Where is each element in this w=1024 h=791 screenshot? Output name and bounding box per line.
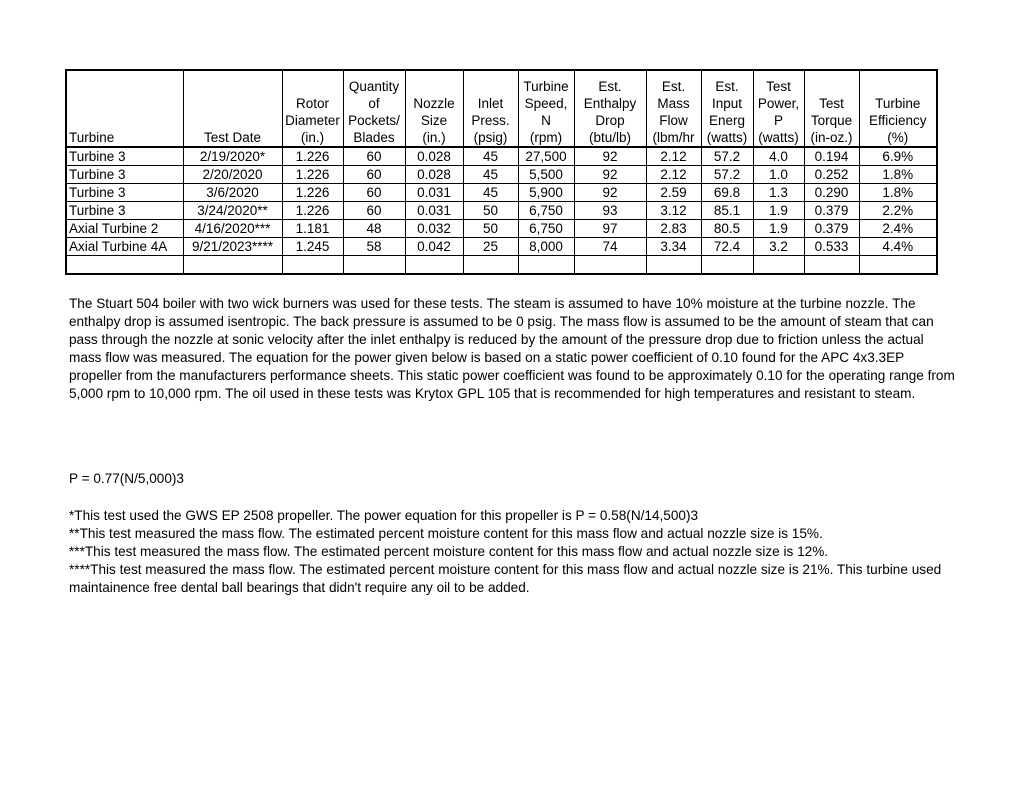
- table-cell: 48: [343, 220, 405, 238]
- column-header: [405, 70, 463, 147]
- column-header-line: (in.): [300, 130, 325, 145]
- table-cell: 69.8: [701, 184, 753, 202]
- column-header-line: (watts): [758, 130, 799, 145]
- data-table-container: [65, 69, 938, 275]
- table-cell: 45: [463, 147, 518, 166]
- column-header-line: Nozzle: [413, 96, 455, 111]
- table-cell: 1.0: [753, 166, 804, 184]
- table-cell: 5,900: [518, 184, 574, 202]
- column-header: [343, 70, 405, 147]
- column-header-line: Turbine: [875, 96, 921, 111]
- table-cell: 9/21/2023****: [183, 238, 282, 256]
- empty-cell: [282, 256, 343, 275]
- table-cell: 57.2: [701, 147, 753, 166]
- table-cell: 3.2: [753, 238, 804, 256]
- column-header: [183, 70, 282, 147]
- table-cell: 1.8%: [859, 166, 937, 184]
- column-header: [701, 70, 753, 147]
- empty-cell: [804, 256, 859, 275]
- column-header-line: Est.: [661, 79, 686, 94]
- table-cell: 0.252: [804, 166, 859, 184]
- table-cell: 3.12: [646, 202, 701, 220]
- footnote-4: ****This test measured the mass flow. The estimated percent moisture content for this mass flow and actual nozzle size is 21%. This turbine used maintainence free dental ball bearings that didn't require any oil to be added.: [69, 562, 942, 595]
- table-cell: 74: [574, 238, 646, 256]
- table-cell: 60: [343, 184, 405, 202]
- table-cell: 0.533: [804, 238, 859, 256]
- column-header-line: Enthalpy: [583, 96, 637, 111]
- table-cell: 72.4: [701, 238, 753, 256]
- column-header: [66, 70, 183, 147]
- table-cell: 50: [463, 220, 518, 238]
- table-cell: Turbine 3: [66, 202, 183, 220]
- column-header-line: Flow: [659, 113, 688, 128]
- column-header-line: Turbine: [523, 79, 569, 94]
- table-cell: 25: [463, 238, 518, 256]
- table-cell: 0.028: [405, 166, 463, 184]
- table-cell: 0.032: [405, 220, 463, 238]
- table-row: [66, 184, 937, 202]
- column-header-line: Energ: [708, 113, 746, 128]
- column-header-line: Torque: [810, 113, 853, 128]
- table-cell: 1.226: [282, 147, 343, 166]
- table-cell: 1.226: [282, 166, 343, 184]
- table-cell: 2.83: [646, 220, 701, 238]
- table-cell: 45: [463, 184, 518, 202]
- empty-cell: [66, 256, 183, 275]
- table-cell: 92: [574, 147, 646, 166]
- table-cell: 1.9: [753, 220, 804, 238]
- empty-cell: [753, 256, 804, 275]
- column-header-line: Rotor: [295, 96, 329, 111]
- table-cell: 93: [574, 202, 646, 220]
- column-header-line: Pockets/: [348, 113, 400, 128]
- table-cell: 0.290: [804, 184, 859, 202]
- table-cell: 3/24/2020**: [183, 202, 282, 220]
- column-header-line: Press.: [471, 113, 510, 128]
- table-row: [66, 220, 937, 238]
- column-header: [463, 70, 518, 147]
- empty-cell: [405, 256, 463, 275]
- column-header-line: Quantity: [348, 79, 400, 94]
- footnotes: [69, 507, 959, 597]
- table-cell: Axial Turbine 2: [66, 220, 183, 238]
- table-cell: Turbine 3: [66, 166, 183, 184]
- column-header-line: Input: [711, 96, 743, 111]
- table-cell: 85.1: [701, 202, 753, 220]
- column-header-line: (rpm): [529, 130, 563, 145]
- table-cell: Axial Turbine 4A: [66, 238, 183, 256]
- table-row: [66, 147, 937, 166]
- column-header-line: (btu/lb): [588, 130, 632, 145]
- methodology-paragraph: The Stuart 504 boiler with two wick burners was used for these tests. The steam is assumed to have 10% moisture at the turbine nozzle. The enthalpy drop is assumed isentropic. The back pressure is assumed to be 0 psig. The mass flow is assumed to be the amount of steam that can pass through the nozzle at sonic velocity after the inlet enthalpy is reduced by the amount of the pressure drop due to friction unless the actual mass flow was measured. The equation for the power given below is based on a static power coefficient of 0.10 found for the APC 4x3.3EP propeller from the manufacturers performance sheets. This static power coefficient was found to be approximately 0.10 for the operating range from 5,000 rpm to 10,000 rpm. The oil used in these tests was Krytox GPL 105 that is recommended for high temperatures and resistant to steam.: [69, 296, 955, 401]
- power-equation-text: P = 0.77(N/5,000)3: [69, 471, 184, 486]
- table-cell: 80.5: [701, 220, 753, 238]
- table-cell: 0.031: [405, 184, 463, 202]
- table-cell: 3.34: [646, 238, 701, 256]
- table-row: [66, 202, 937, 220]
- column-header-line: of: [368, 96, 380, 111]
- empty-cell: [183, 256, 282, 275]
- column-header-line: P: [773, 113, 783, 128]
- column-header-line: Turbine: [69, 130, 115, 145]
- table-cell: 6,750: [518, 220, 574, 238]
- table-cell: 60: [343, 202, 405, 220]
- column-header-line: Blades: [353, 130, 395, 145]
- column-header-line: (lbm/hr: [652, 130, 695, 145]
- column-header-line: Drop: [595, 113, 625, 128]
- column-header: [518, 70, 574, 147]
- table-cell: 1.181: [282, 220, 343, 238]
- table-cell: 58: [343, 238, 405, 256]
- table-cell: 0.042: [405, 238, 463, 256]
- table-cell: 0.031: [405, 202, 463, 220]
- column-header-line: (%): [887, 130, 909, 145]
- column-header: [859, 70, 937, 147]
- column-header-line: (in.): [422, 130, 446, 145]
- column-header-line: Test Date: [203, 130, 262, 145]
- column-header-line: Diameter: [285, 113, 340, 128]
- footnote-2: **This test measured the mass flow. The estimated percent moisture content for this mass flow and actual nozzle size is 15%.: [69, 526, 823, 541]
- column-header-line: (psig): [473, 130, 508, 145]
- header-row: [66, 70, 937, 147]
- empty-cell: [463, 256, 518, 275]
- table-cell: 3/6/2020: [183, 184, 282, 202]
- table-cell: 8,000: [518, 238, 574, 256]
- table-cell: 1.8%: [859, 184, 937, 202]
- methodology-note: [69, 295, 959, 403]
- column-header-line: Est.: [598, 79, 622, 94]
- table-cell: 2.59: [646, 184, 701, 202]
- table-cell: 45: [463, 166, 518, 184]
- table-cell: 97: [574, 220, 646, 238]
- column-header: [646, 70, 701, 147]
- column-header: [574, 70, 646, 147]
- column-header-line: Speed,: [524, 96, 568, 111]
- table-cell: 92: [574, 166, 646, 184]
- column-header-line: Efficiency: [868, 113, 927, 128]
- table-cell: 1.245: [282, 238, 343, 256]
- table-cell: 2/19/2020*: [183, 147, 282, 166]
- table-cell: 1.226: [282, 202, 343, 220]
- table-cell: 1.226: [282, 184, 343, 202]
- table-cell: 92: [574, 184, 646, 202]
- table-cell: 0.379: [804, 220, 859, 238]
- empty-cell: [574, 256, 646, 275]
- table-cell: 6.9%: [859, 147, 937, 166]
- table-cell: Turbine 3: [66, 147, 183, 166]
- empty-cell: [701, 256, 753, 275]
- table-cell: 60: [343, 166, 405, 184]
- table-row: [66, 166, 937, 184]
- power-equation: [69, 470, 959, 488]
- table-cell: Turbine 3: [66, 184, 183, 202]
- table-cell: 2.12: [646, 166, 701, 184]
- column-header-line: Test: [819, 96, 844, 111]
- column-header-line: Mass: [657, 96, 690, 111]
- table-cell: 0.028: [405, 147, 463, 166]
- table-cell: 2.4%: [859, 220, 937, 238]
- table-cell: 57.2: [701, 166, 753, 184]
- column-header-line: (watts): [706, 130, 748, 145]
- column-header-line: N: [541, 113, 551, 128]
- column-header-line: Size: [420, 113, 448, 128]
- table-row: [66, 238, 937, 256]
- empty-cell: [343, 256, 405, 275]
- table-cell: 0.379: [804, 202, 859, 220]
- table-cell: 4.4%: [859, 238, 937, 256]
- table-cell: 2.12: [646, 147, 701, 166]
- footnote-1: *This test used the GWS EP 2508 propeller. The power equation for this propeller is P = 0.58(N/14,500)3: [69, 508, 699, 523]
- column-header: [753, 70, 804, 147]
- empty-cell: [518, 256, 574, 275]
- table-cell: 1.3: [753, 184, 804, 202]
- column-header-line: Est.: [715, 79, 739, 94]
- table-cell: 50: [463, 202, 518, 220]
- table-cell: 1.9: [753, 202, 804, 220]
- table-cell: 0.194: [804, 147, 859, 166]
- empty-row: [66, 256, 937, 275]
- column-header-line: (in-oz.): [810, 130, 853, 145]
- column-header: [804, 70, 859, 147]
- column-header-line: Inlet: [477, 96, 504, 111]
- table-cell: 6,750: [518, 202, 574, 220]
- table-cell: 5,500: [518, 166, 574, 184]
- table-cell: 4/16/2020***: [183, 220, 282, 238]
- column-header-line: Test: [766, 79, 791, 94]
- column-header: [282, 70, 343, 147]
- footnote-3: ***This test measured the mass flow. The estimated percent moisture content for this mass flow and actual nozzle size is 12%.: [69, 544, 829, 559]
- table-cell: 2/20/2020: [183, 166, 282, 184]
- table-cell: 60: [343, 147, 405, 166]
- column-header-line: Power,: [757, 96, 800, 111]
- table-cell: 2.2%: [859, 202, 937, 220]
- turbine-test-table: [65, 69, 938, 275]
- empty-cell: [646, 256, 701, 275]
- table-cell: 27,500: [518, 147, 574, 166]
- table-cell: 4.0: [753, 147, 804, 166]
- empty-cell: [859, 256, 937, 275]
